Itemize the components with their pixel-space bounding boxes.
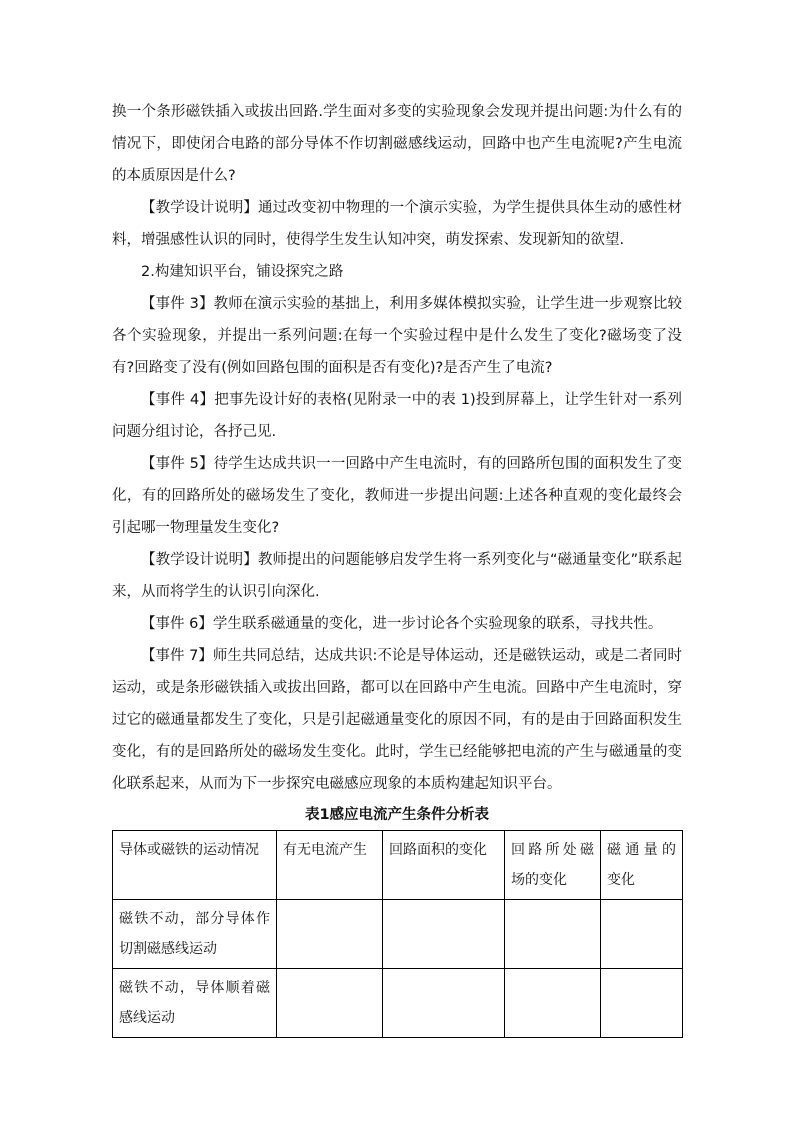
paragraph-label: 【事件 5】	[141, 456, 214, 472]
table-row	[113, 900, 683, 969]
table-cell	[277, 900, 383, 969]
table-cell	[383, 900, 505, 969]
paragraph-label: 【事件 7】	[141, 648, 213, 664]
paragraph-label: 【事件 3】	[141, 296, 214, 312]
paragraph-label: 【事件 6】	[141, 616, 213, 632]
table-header-cell: 导体或磁铁的运动情况	[113, 831, 277, 900]
paragraph-design-note-1	[112, 192, 682, 256]
table-header-cell: 回路所处磁场的变化	[505, 831, 601, 900]
table-cell	[505, 900, 601, 969]
paragraph-text: 师生共同总结，达成共识:不论是导体运动，还是磁铁运动，或是二者同时运动，或是条形磁铁插入或拔出回路，都可以在回路中产生电流。回路中产生电流时，穿过它的磁通量都发生了变化，只是引起磁通量变化的原因不同，有的是由于回路面积发生变化，有的是回路所处的磁场发生变化。此时，学生已经能够把电流的产生与磁通量的变化联系起来，从而为下一步探究电磁感应现象的本质构建起知识平台。	[112, 648, 682, 792]
table-row	[113, 969, 683, 1038]
paragraph-text: 教师提出的问题能够启发学生将一系列变化与“磁通量变化”联系起来，从而将学生的认识引向深化.	[112, 552, 682, 600]
analysis-table	[112, 830, 683, 1038]
paragraph-design-note-2	[112, 544, 682, 608]
paragraph-label: 【教学设计说明】	[141, 200, 258, 216]
paragraph-text: 待学生达成共识一一回路中产生电流时，有的回路所包围的面积发生了变化，有的回路所处的磁场发生了变化，教师进一步提出问题:上述各种直观的变化最终会引起哪一物理量发生变化?	[112, 456, 682, 536]
paragraph-text: 换一个条形磁铁插入或拔出回路.学生面对多变的实验现象会发现并提出问题:为什么有的情况下，即使闭合电路的部分导体不作切割磁感线运动，回路中也产生电流呢?产生电流的本质原因是什么?	[112, 104, 682, 184]
table-header-cell: 磁通量的变化	[601, 831, 683, 900]
table-cell	[601, 969, 683, 1038]
paragraph-label: 【教学设计说明】	[141, 552, 258, 568]
paragraph-text: 学生联系磁通量的变化，进一步讨论各个实验现象的联系，寻找共性。	[212, 616, 663, 632]
paragraph-event-4	[112, 384, 682, 448]
document-body	[112, 96, 682, 1038]
table-cell: 磁铁不动，部分导体作切割磁感线运动	[113, 900, 277, 969]
section-heading: 2.构建知识平台，铺设探究之路	[141, 264, 344, 280]
table-cell	[505, 969, 601, 1038]
table-header-cell: 回路面积的变化	[383, 831, 505, 900]
table-cell	[383, 969, 505, 1038]
paragraph-text: 把事先设计好的表格(见附录一中的表 1)投到屏幕上，让学生针对一系列问题分组讨论，各抒己见.	[112, 392, 682, 440]
paragraph-intro	[112, 96, 682, 192]
paragraph-label: 【事件 4】	[141, 392, 215, 408]
paragraph-event-7	[112, 640, 682, 800]
paragraph-event-6	[112, 608, 682, 640]
paragraph-text: 教师在演示实验的基拙上，利用多媒体模拟实验，让学生进一步观察比较各个实验现象，并提出一系列问题:在每一个实验过程中是什么发生了变化?磁场变了没有?回路变了没有(例如回路包围的面积是否有变化)?是否产生了电流?	[112, 296, 682, 376]
table-cell: 磁铁不动，导体顺着磁感线运动	[113, 969, 277, 1038]
table-cell	[601, 900, 683, 969]
paragraph-event-3	[112, 288, 682, 384]
table-cell	[277, 969, 383, 1038]
paragraph-text: 通过改变初中物理的一个演示实验，为学生提供具体生动的感性材料，增强感性认识的同时，使得学生发生认知冲突，萌发探索、发现新知的欲望.	[112, 200, 682, 248]
table-header-cell: 有无电流产生	[277, 831, 383, 900]
paragraph-event-5	[112, 448, 682, 544]
table-caption: 表1感应电流产生条件分析表	[304, 807, 490, 823]
table-header-row	[113, 831, 683, 900]
